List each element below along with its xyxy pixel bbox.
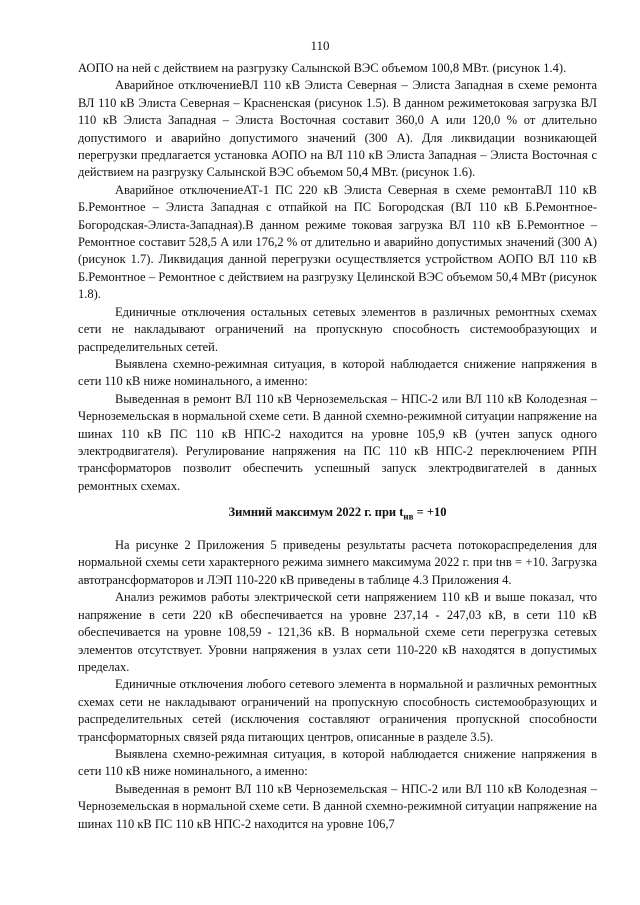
paragraph: Анализ режимов работы электрической сети напряжением 110 кВ и выше показал, что напряжение в сети 220 кВ обеспечивается на уровне 237,14 - 247,03 кВ, в сети 110 кВ обеспечивается на уровне 108,59 - 121,36 кВ. В нормальной схеме сети перегрузка сетевых элементов отсутствует. Уровни напряжения в узлах сети 110-220 кВ находятся в допустимых пределах. bbox=[78, 590, 597, 674]
heading-subscript: нв bbox=[403, 511, 414, 522]
page-number: 110 bbox=[310, 38, 330, 53]
paragraph: Выведенная в ремонт ВЛ 110 кВ Черноземельская – НПС-2 или ВЛ 110 кВ Колодезная – Черноземельская в нормальной схеме сети. В данной схемно-режимной ситуации напряжение на шинах 110 кВ ПС 110 кВ НПС-2 находится на уровне 105,9 кВ (учтен запуск одного электродвигателя). Регулирование напряжения на ПС 110 кВ НПС-2 переключением РПН трансформаторов позволит обеспечить успешный запуск электродвигателей в данных ремонтных схемах. bbox=[78, 391, 597, 493]
document-body bbox=[78, 60, 597, 833]
paragraph: На рисунке 2 Приложения 5 приведены результаты расчета потокораспределения для нормальной схемы сети характерного режима зимнего максимума 2022 г. при tнв = +10. Загрузка автотрансформаторов и ЛЭП 110-220 кВ приведены в таблице 4.3 Приложения 4. bbox=[78, 538, 597, 587]
section-heading bbox=[78, 504, 597, 526]
paragraph: Выявлена схемно-режимная ситуация, в которой наблюдается снижение напряжения в сети 110 кВ ниже номинального, а именно: bbox=[78, 746, 597, 779]
paragraph: Выведенная в ремонт ВЛ 110 кВ Черноземельская – НПС-2 или ВЛ 110 кВ Колодезная – Черноземельская в нормальной схеме сети. В данной схемно-режимной ситуации напряжение на шинах 110 кВ ПС 110 кВ НПС-2 находится на уровне 106,7 bbox=[78, 781, 597, 831]
paragraph: Выявлена схемно-режимная ситуация, в которой наблюдается снижение напряжения в сети 110 кВ ниже номинального, а именно: bbox=[78, 356, 597, 389]
heading-tail: = +10 bbox=[413, 505, 447, 520]
paragraph: Аварийное отключениеВЛ 110 кВ Элиста Северная – Элиста Западная в схеме ремонта ВЛ 110 кВ Элиста Северная – Красненская (рисунок 1.5). В данном режиметоковая загрузка ВЛ 110 кВ Элиста Западная – Элиста Восточная составит 360,0 А или 120,0 % от длительно допустимого и аварийно допустимого значений (300 А). Для ликвидации возникающей перегрузки предлагается установка АОПО на ВЛ 110 кВ Элиста Западная – Элиста Восточная с действием на разгрузку Салынской ВЭС объемом 50,4 МВт. (рисунок 1.6). bbox=[78, 78, 597, 180]
paragraph: АОПО на ней с действием на разгрузку Салынской ВЭС объемом 100,8 МВт. (рисунок 1.4). bbox=[78, 61, 567, 75]
paragraph: Аварийное отключениеАТ-1 ПС 220 кВ Элиста Северная в схеме ремонтаВЛ 110 кВ Б.Ремонтное – Элиста Западная с отпайкой на ПС Богородская (ВЛ 110 кВ Б.Ремонтное-Богородская-Элиста-Западная).В данном режиме токовая загрузка ВЛ 110 кВ Б.Ремонтное – Ремонтное составит 528,5 А или 176,2 % от длительно и аварийно допустимых значений (300 А) (рисунок 1.7). Ликвидация данной перегрузки осуществляется устройством АОПО ВЛ 110 кВ Б.Ремонтное – Ремонтное с действием на разгрузку Целинской ВЭС объемом 50,4 МВт (рисунок 1.8). bbox=[78, 182, 597, 302]
paragraph: Единичные отключения любого сетевого элемента в нормальной и различных ремонтных схемах сети не накладывают ограничений на пропускную способность системообразующих и распределительных сетей (исключения составляют ограничения пропускной способности трансформаторных связей ряда питающих центров, описанные в разделе 3.5). bbox=[78, 677, 597, 744]
heading-text: Зимний максимум 2022 г. при t bbox=[228, 505, 404, 520]
paragraph: Единичные отключения остальных сетевых элементов в различных ремонтных схемах сети не накладывают ограничений на пропускную способность системообразующих и распределительных сетей. bbox=[78, 304, 597, 354]
